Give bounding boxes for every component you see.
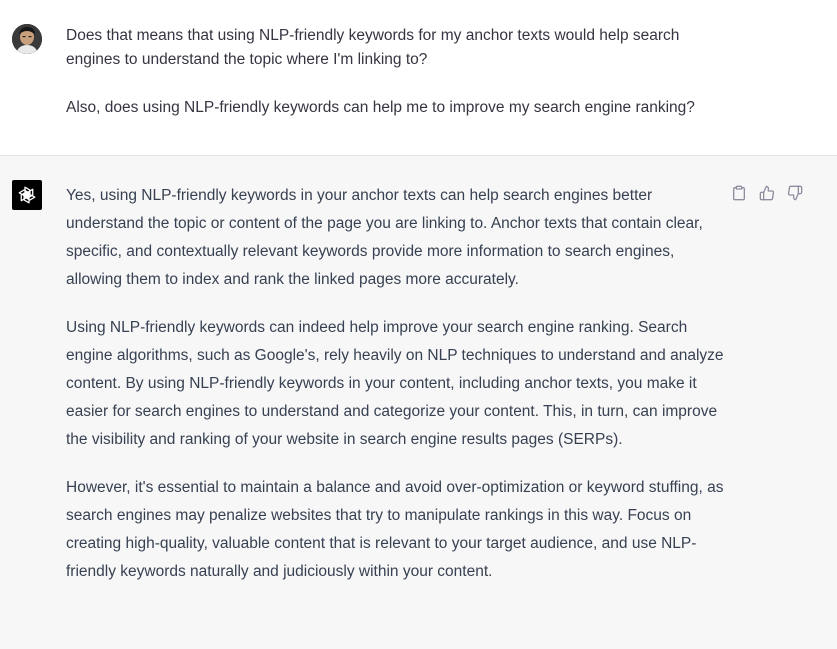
assistant-message-paragraph: However, it's essential to maintain a balance and avoid over-optimization or keyword stuffing, as search engines may penalize websites that try to manipulate rankings in this way. Focus on creating high-quality, valuable content that is relevant to your target audience, and use NLP-friendly keywords naturally and judiciously within your content. xyxy=(66,479,724,580)
thumbs-up-button[interactable] xyxy=(758,184,776,202)
assistant-message-paragraph: Yes, using NLP-friendly keywords in your anchor texts can help search engines better understand the topic or content of the page you are linking to. Anchor texts that contain clear, specific, and contextually relevant keywords provide more information to search engines, allowing them to index and rank the linked pages more accurately. xyxy=(66,187,703,288)
user-message xyxy=(66,24,726,120)
user-message-paragraph: Also, does using NLP-friendly keywords can help me to improve my search engine ranking? xyxy=(66,99,695,116)
thumbs-down-icon xyxy=(787,185,803,201)
assistant-message-paragraph: Using NLP-friendly keywords can indeed help improve your search engine ranking. Search engine algorithms, such as Google's, rely heavily on NLP techniques to understand and analyze content. By using NLP-friendly keywords in your content, including anchor texts, you make it easier for search engines to understand and categorize your content. This, in turn, can improve the visibility and ranking of your website in search engine results pages (SERPs). xyxy=(66,319,724,448)
user-message-paragraph: Does that means that using NLP-friendly keywords for my anchor texts would help search engines to understand the topic where I'm linking to? xyxy=(66,27,680,68)
assistant-message xyxy=(66,182,726,586)
assistant-avatar xyxy=(12,180,42,210)
copy-button[interactable] xyxy=(730,184,748,202)
user-avatar-icon xyxy=(12,24,42,54)
openai-logo-icon xyxy=(16,184,38,206)
message-actions xyxy=(730,184,804,202)
clipboard-icon xyxy=(731,185,747,201)
user-avatar xyxy=(12,24,42,54)
thumbs-up-icon xyxy=(759,185,775,201)
thumbs-down-button[interactable] xyxy=(786,184,804,202)
